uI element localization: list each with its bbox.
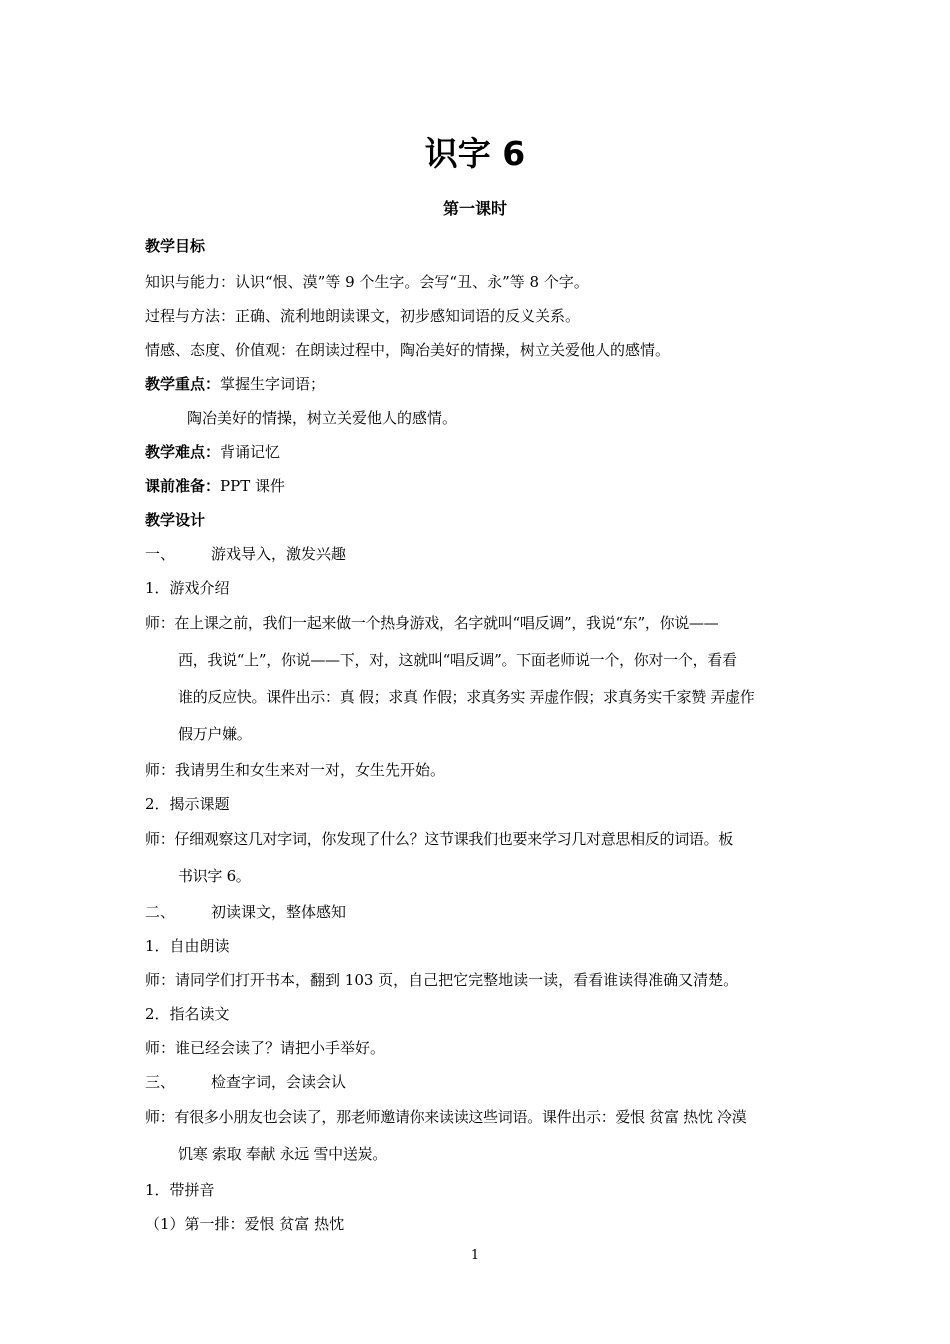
- document-body: [145, 228, 810, 1241]
- section-2-number: 二、: [145, 903, 176, 921]
- goal-emotion: 情感、态度、价值观：在朗读过程中，陶冶美好的情操，树立关爱他人的感情。: [145, 341, 671, 359]
- paragraph-line: 谁的反应快。课件出示：真 假；求真 作假；求真务实 弄虚作假；求真务实千家赞 弄虚作: [178, 688, 755, 706]
- paragraph-line: 师：仔细观察这几对字词，你发现了什么？这节课我们也要来学习几对意思相反的词语。板: [145, 830, 734, 848]
- section-1-heading: [145, 537, 810, 571]
- section-1-item-2: 2．揭示课题: [145, 795, 230, 813]
- key-text: 掌握生字词语；: [220, 375, 326, 393]
- paragraph-line: 书识字 6。: [178, 867, 251, 885]
- section-1-title: 游戏导入，激发兴趣: [211, 545, 347, 563]
- paragraph-pair: 师：我请男生和女生来对一对，女生先开始。: [145, 761, 446, 779]
- preparation: [145, 469, 810, 503]
- goal-knowledge: 知识与能力：认识“恨、漠”等 9 个生字。会写“丑、永”等 8 个字。: [145, 273, 589, 291]
- goals-heading: 教学目标: [145, 237, 206, 255]
- section-1-number: 一、: [145, 545, 176, 563]
- paragraph-line: 师：在上课之前，我们一起来做一个热身游戏，名字就叫“唱反调”，我说“东”，你说——: [145, 614, 719, 632]
- page-number: 1: [470, 1248, 480, 1263]
- key-point-cont: 陶冶美好的情操，树立关爱他人的感情。: [187, 409, 458, 427]
- section-3-number: 三、: [145, 1073, 176, 1091]
- section-2-item-1: 1．自由朗读: [145, 937, 230, 955]
- section-1-item-1: 1．游戏介绍: [145, 579, 230, 597]
- section-2-title: 初读课文，整体感知: [211, 903, 347, 921]
- preparation-label: 课前准备：: [145, 477, 221, 495]
- paragraph-observe: [145, 821, 810, 895]
- paragraph-line: 饥寒 索取 奉献 永远 雪中送炭。: [178, 1145, 387, 1163]
- section-3-heading: [145, 1065, 810, 1099]
- goal-method: 过程与方法：正确、流利地朗读课文，初步感知词语的反义关系。: [145, 307, 581, 325]
- section-2-heading: [145, 895, 810, 929]
- difficulty-label: 教学难点：: [145, 443, 221, 461]
- paragraph-open-book: 师：请同学们打开书本，翻到 103 页，自己把它完整地读一读，看看谁读得准确又清楚。: [145, 971, 739, 989]
- difficulty: [145, 435, 810, 469]
- document-title: 识字 6: [424, 134, 526, 173]
- design-heading: 教学设计: [145, 511, 206, 529]
- paragraph-game: [145, 605, 810, 753]
- paragraph-line: 师：有很多小朋友也会读了，那老师邀请你来读读这些词语。课件出示：爱恨 贫富 热忱 冷漠: [145, 1108, 747, 1126]
- paragraph-words: [145, 1099, 810, 1173]
- section-3-item-1: 1．带拼音: [145, 1181, 215, 1199]
- key-point: [145, 367, 810, 401]
- paragraph-line: 西，我说“上”，你说——下，对，这就叫“唱反调”。下面老师说一个，你对一个，看看: [178, 651, 737, 669]
- paragraph-line: 假万户嫌。: [178, 725, 252, 743]
- difficulty-text: 背诵记忆: [220, 443, 281, 461]
- section-2-item-2: 2．指名读文: [145, 1005, 230, 1023]
- section-3-item-1-1: （1）第一排：爱恨 贫富 热忱: [145, 1215, 345, 1233]
- lesson-subtitle: 第一课时: [442, 199, 507, 218]
- key-label: 教学重点：: [145, 375, 221, 393]
- section-3-title: 检查字词，会读会认: [211, 1073, 347, 1091]
- paragraph-raise-hand: 师：谁已经会读了？请把小手举好。: [145, 1039, 386, 1057]
- preparation-text: PPT 课件: [220, 477, 285, 495]
